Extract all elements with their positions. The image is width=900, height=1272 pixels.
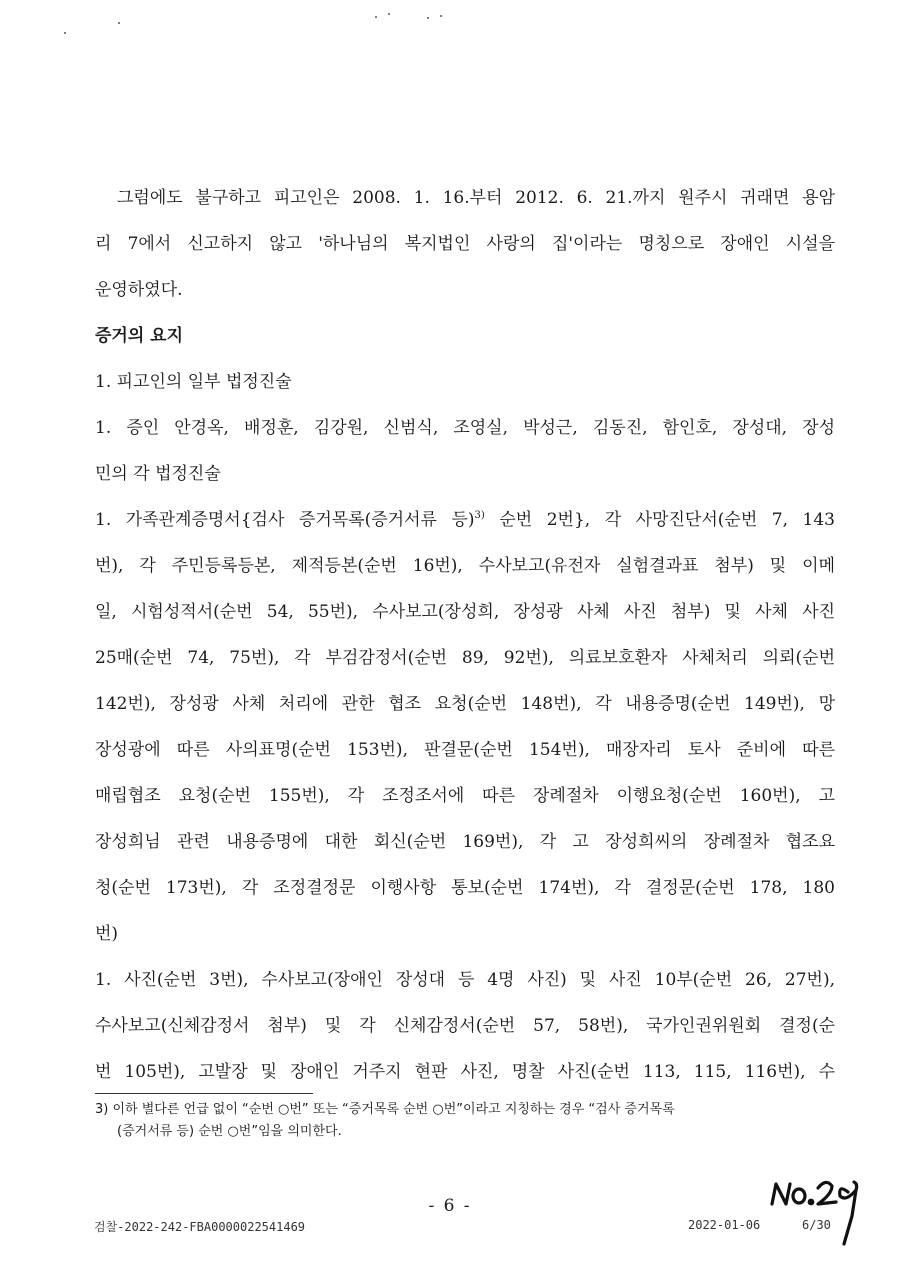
text-line: 수사보고(신체감정서 첨부) 및 각 신체감정서(순번 57, 58번), 국가인권위원회 결정(순 <box>95 1016 835 1036</box>
text-line: 번) <box>95 924 119 944</box>
text-line: 1. 증인 안경옥, 배정훈, 김강원, 신범식, 조영실, 박성근, 김동진, 함인호, 장성대, 장성 <box>95 418 835 438</box>
footnote-line: 3) 이하 별다른 언급 없이 “순번 ○번” 또는 “증거목록 순번 ○번”이라고 지칭하는 경우 “검사 증거목록 <box>95 1102 675 1117</box>
footnote <box>95 1099 835 1143</box>
text-line: 142번), 장성광 사체 처리에 관한 협조 요청(순번 148번), 각 내용증명(순번 149번), 망 <box>95 694 835 714</box>
text-line: 번 105번), 고발장 및 장애인 거주지 현판 사진, 명찰 사진(순번 113, 115, 116번), 수 <box>95 1062 835 1082</box>
text-segment: 1. 가족관계증명서{검사 증거목록(증거서류 등) <box>95 510 475 530</box>
scan-speck <box>64 32 66 34</box>
scan-speck <box>440 15 442 17</box>
text-line <box>95 497 835 543</box>
scan-speck <box>118 22 120 24</box>
footer-date: 2022-01-06 <box>688 1218 761 1232</box>
text-line: 번), 각 주민등록등본, 제적등본(순번 16번), 수사보고(유전자 실험결과표 첨부) 및 이메 <box>95 556 835 576</box>
text-line: 일, 시험성적서(순번 54, 55번), 수사보고(장성희, 장성광 사체 사진 첨부) 및 사체 사진 <box>95 602 835 622</box>
footnote-reference[interactable]: 3) <box>474 510 485 521</box>
footnote-divider <box>95 1093 313 1094</box>
text-line: 1. 사진(순번 3번), 수사보고(장애인 장성대 등 4명 사진) 및 사진 10부(순번 26, 27번), <box>95 970 835 990</box>
text-line: 25매(순번 74, 75번), 각 부검감정서(순번 89, 92번), 의료보호환자 사체처리 의뢰(순번 <box>95 648 835 668</box>
footer-page-count: 6/30 <box>802 1218 831 1232</box>
evidence-item <box>95 497 835 957</box>
text-line: 민의 각 법정진술 <box>95 464 221 484</box>
page-number: - 6 - <box>428 1196 472 1216</box>
text-line: 운영하였다. <box>95 280 183 300</box>
scan-speck <box>427 17 429 19</box>
footnote-line: (증거서류 등) 순번 ○번”임을 의미한다. <box>117 1124 342 1139</box>
paragraph-fact <box>95 175 835 313</box>
text-line: 매립협조 요청(순번 155번), 각 조정조서에 따른 장례절차 이행요청(순번 160번), 고 <box>95 786 835 806</box>
text-line: 리 7에서 신고하지 않고 '하나님의 복지법인 사랑의 집'이라는 명칭으로 장애인 시설을 <box>95 234 835 254</box>
text-line: 청(순번 173번), 각 조정결정문 이행사항 통보(순번 174번), 각 결정문(순번 178, 180 <box>95 878 835 898</box>
scan-speck <box>375 16 377 18</box>
text-line: 그럼에도 불구하고 피고인은 2008. 1. 16.부터 2012. 6. 21.까지 원주시 귀래면 용암 <box>117 188 835 208</box>
evidence-item: 1. 피고인의 일부 법정진술 <box>95 372 292 392</box>
text-segment: 순번 2번}, 각 사망진단서(순번 7, 143 <box>484 510 835 530</box>
text-line: 장성광에 따른 사의표명(순번 153번), 판결문(순번 154번), 매장자리 토사 준비에 따른 <box>95 740 835 760</box>
handwritten-page-mark <box>766 1170 866 1250</box>
section-heading: 증거의 요지 <box>95 326 184 346</box>
document-id: 검찰-2022-242-FBA0000022541469 <box>94 1220 306 1234</box>
body-text <box>95 175 835 1095</box>
evidence-item <box>95 957 835 1095</box>
scan-speck <box>388 13 390 15</box>
evidence-item <box>95 405 835 497</box>
text-line: 장성희님 관련 내용증명에 대한 회신(순번 169번), 각 고 장성희씨의 장례절차 협조요 <box>95 832 835 852</box>
